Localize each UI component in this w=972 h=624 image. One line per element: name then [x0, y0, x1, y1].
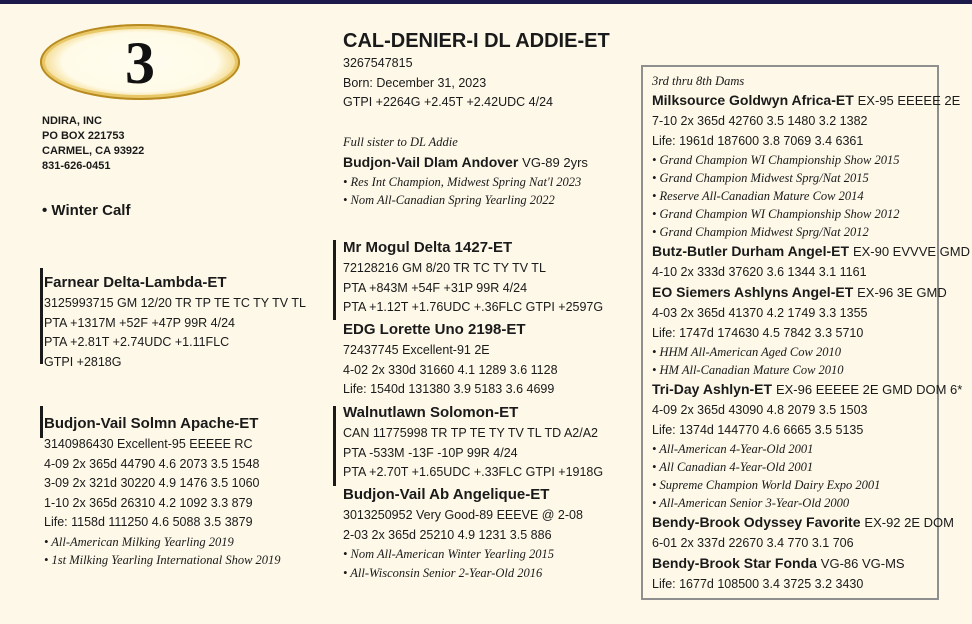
- dam-of-dam-line: 3013250952 Very Good-89 EEEVE @ 2-08: [343, 508, 583, 522]
- sire-block: [44, 272, 306, 372]
- dam-award: • 1st Milking Yearling International Show 2019: [44, 553, 281, 567]
- sister-name-suffix: VG-89 2yrs: [522, 154, 588, 170]
- animal-gtpi: GTPI +2264G +2.45T +2.42UDC 4/24: [343, 95, 553, 109]
- sister-note: Full sister to DL Addie: [343, 135, 458, 149]
- sire-of-sire-line: PTA +843M +54F +31P 99R 4/24: [343, 280, 528, 295]
- top-border: [0, 0, 972, 4]
- dam-line: 3140986430 Excellent-95 EEEEE RC: [44, 437, 253, 451]
- class-label: • Winter Calf: [42, 202, 131, 219]
- dam-entry-award: • Grand Champion Midwest Sprg/Nat 2015: [652, 171, 869, 185]
- dams-list: [652, 73, 970, 594]
- dam-entry-suffix: EX-92 2E DOM: [864, 515, 954, 530]
- dam-entry-name: Bendy-Brook Star Fonda: [652, 555, 817, 571]
- dam-entry-award: • Supreme Champion World Dairy Expo 2001: [652, 478, 881, 492]
- sire-of-sire-line: PTA +1.12T +1.76UDC +.36FLC GTPI +2597G: [343, 300, 604, 314]
- dam-entry-name-row: [652, 282, 970, 303]
- dam-entry-line: Life: 1961d 187600 3.8 7069 3.4 6361: [652, 134, 864, 148]
- dams-heading: 3rd thru 8th Dams: [652, 74, 745, 88]
- sire-of-dam-line: PTA -533M -13F -10P 99R 4/24: [343, 445, 518, 460]
- animal-reg: 3267547815: [343, 56, 413, 70]
- consignor-address1: PO BOX 221753: [42, 130, 125, 142]
- dam-entry-award: • HHM All-American Aged Cow 2010: [652, 345, 841, 359]
- dam-line: 3-09 2x 321d 30220 4.9 1476 3.5 1060: [44, 476, 260, 490]
- dam-of-dam-award: • All-Wisconsin Senior 2-Year-Old 2016: [343, 565, 543, 580]
- dam-entry-line: 6-01 2x 337d 22670 3.4 770 3.1 706: [652, 536, 854, 550]
- dam-entry-suffix: EX-96 EEEEE 2E GMD DOM 6*: [775, 382, 963, 397]
- dam-entry-award: • HM All-Canadian Mature Cow 2010: [652, 363, 844, 377]
- dam-entry-name: Bendy-Brook Odyssey Favorite: [652, 514, 861, 530]
- sire-bracket: [40, 268, 43, 364]
- main-animal-block: [343, 28, 610, 113]
- dam-entry-line: Life: 1677d 108500 3.4 3725 3.2 3430: [652, 577, 864, 591]
- dam-line: 1-10 2x 365d 26310 4.2 1092 3.3 879: [44, 495, 253, 510]
- dam-entry-name-row: [652, 512, 970, 533]
- sire-of-dam-line: PTA +2.70T +1.65UDC +.33FLC GTPI +1918G: [343, 465, 604, 479]
- dam-of-dam-block: [343, 484, 583, 582]
- sire-of-sire-name: Mr Mogul Delta 1427-ET: [343, 239, 513, 256]
- dam-entry-award: • All Canadian 4-Year-Old 2001: [652, 460, 814, 474]
- sire-of-sire-line: 72128216 GM 8/20 TR TC TY TV TL: [343, 261, 546, 275]
- dam-of-dam-name: Budjon-Vail Ab Angelique-ET: [343, 486, 550, 503]
- dam-line: Life: 1158d 111250 4.6 5088 3.5 3879: [44, 515, 253, 529]
- sire-of-dam-block: [343, 402, 603, 483]
- sister-block: [343, 133, 588, 210]
- consignor-name: NDIRA, INC: [42, 115, 102, 127]
- dam-entry-name: EO Siemers Ashlyns Angel-ET: [652, 284, 854, 300]
- sire-of-dam-bracket: [333, 406, 336, 486]
- sire-of-sire-block: [343, 237, 603, 318]
- sire-of-dam-name: Walnutlawn Solomon-ET: [343, 404, 519, 421]
- dam-block: [44, 413, 281, 570]
- dam-entry-name-row: [652, 379, 970, 400]
- dam-entry-line: 4-09 2x 365d 43090 4.8 2079 3.5 1503: [652, 403, 868, 417]
- dam-entry-line: Life: 1747d 174630 4.5 7842 3.3 5710: [652, 326, 864, 340]
- dam-entry-name-row: [652, 90, 970, 111]
- animal-name: CAL-DENIER-I DL ADDIE-ET: [343, 30, 610, 52]
- sire-name: Farnear Delta-Lambda-ET: [44, 274, 227, 291]
- sister-award: • Res Int Champion, Midwest Spring Nat'l 2023: [343, 174, 582, 189]
- dam-entry-award: • All-American Senior 3-Year-Old 2000: [652, 496, 850, 510]
- sire-of-sire-bracket: [333, 240, 336, 320]
- dam-entry-line: 4-03 2x 365d 41370 4.2 1749 3.3 1355: [652, 306, 868, 320]
- dam-of-sire-line: 4-02 2x 330d 31660 4.1 1289 3.6 1128: [343, 362, 558, 377]
- dam-entry-award: • All-American 4-Year-Old 2001: [652, 442, 814, 456]
- dam-entry-name-row: [652, 241, 970, 262]
- dam-entry-name: Butz-Butler Durham Angel-ET: [652, 243, 850, 259]
- dam-entry-suffix: EX-95 EEEEE 2E: [857, 93, 961, 108]
- dam-entry-name-row: [652, 553, 970, 574]
- dam-of-sire-name: EDG Lorette Uno 2198-ET: [343, 321, 526, 338]
- sire-line: GTPI +2818G: [44, 354, 122, 369]
- lot-number: 3: [125, 30, 155, 96]
- sister-name: Budjon-Vail Dlam Andover: [343, 153, 519, 170]
- animal-born: Born: December 31, 2023: [343, 75, 487, 90]
- dam-entry-name: Tri-Day Ashlyn-ET: [652, 381, 773, 397]
- dam-entry-award: • Grand Champion WI Championship Show 2012: [652, 207, 900, 221]
- dam-entry-line: 4-10 2x 333d 37620 3.6 1344 3.1 1161: [652, 265, 867, 279]
- dam-entry-suffix: EX-96 3E GMD: [857, 285, 947, 300]
- dam-entry-suffix: VG-86 VG-MS: [820, 556, 905, 571]
- dam-entry-award: • Grand Champion Midwest Sprg/Nat 2012: [652, 225, 869, 239]
- dam-award: • All-American Milking Yearling 2019: [44, 534, 234, 549]
- dam-entry-line: 7-10 2x 365d 42760 3.5 1480 3.2 1382: [652, 114, 868, 128]
- sister-name-row: [343, 152, 588, 173]
- dam-entry-award: • Reserve All-Canadian Mature Cow 2014: [652, 189, 864, 203]
- dam-of-sire-line: 72437745 Excellent-91 2E: [343, 343, 490, 357]
- sire-line: PTA +2.81T +2.74UDC +1.11FLC: [44, 335, 230, 349]
- dam-entry-line: Life: 1374d 144770 4.6 6665 3.5 5135: [652, 423, 864, 437]
- dam-of-dam-line: 2-03 2x 365d 25210 4.9 1231 3.5 886: [343, 527, 552, 542]
- dam-name: Budjon-Vail Solmn Apache-ET: [44, 415, 259, 432]
- dam-bracket: [40, 406, 43, 438]
- dam-of-sire-line: Life: 1540d 131380 3.9 5183 3.6 4699: [343, 382, 555, 396]
- sister-award: • Nom All-Canadian Spring Yearling 2022: [343, 193, 555, 207]
- consignor-address2: CARMEL, CA 93922: [42, 145, 145, 157]
- dam-entry-name: Milksource Goldwyn Africa-ET: [652, 92, 854, 108]
- sire-line: PTA +1317M +52F +47P 99R 4/24: [44, 315, 235, 330]
- dam-entry-suffix: EX-90 EVVVE GMD: [852, 244, 970, 259]
- dam-of-sire-block: [343, 319, 558, 400]
- sire-line: 3125993715 GM 12/20 TR TP TE TC TY TV TL: [44, 296, 306, 310]
- dam-line: 4-09 2x 365d 44790 4.6 2073 3.5 1548: [44, 456, 260, 471]
- dam-entry-award: • Grand Champion WI Championship Show 2015: [652, 153, 900, 167]
- sire-of-dam-line: CAN 11775998 TR TP TE TY TV TL TD A2/A2: [343, 426, 599, 440]
- dam-of-dam-award: • Nom All-American Winter Yearling 2015: [343, 547, 554, 561]
- consignor-phone: 831-626-0451: [42, 160, 111, 172]
- consignor-block: [42, 114, 144, 174]
